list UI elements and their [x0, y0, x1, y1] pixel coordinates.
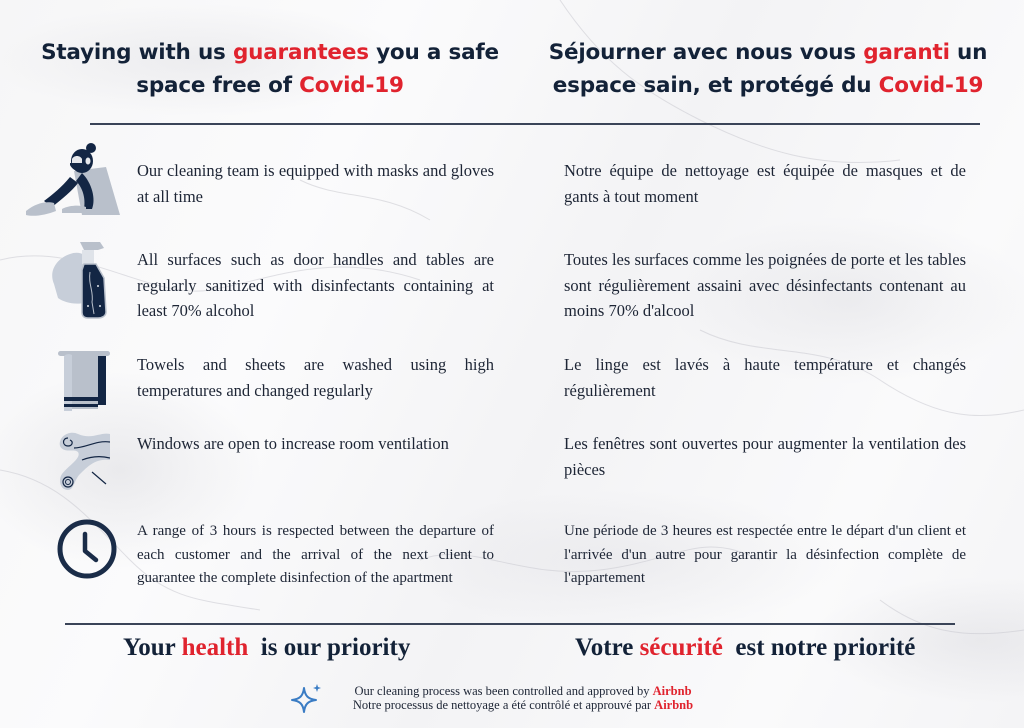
airbnb-brand: Airbnb — [654, 698, 694, 712]
headline-english — [20, 36, 520, 102]
headline-highlight: Covid-19 — [299, 73, 404, 98]
tagline-english — [123, 630, 410, 666]
sparkle-icon — [290, 682, 324, 716]
item-text-en: Our cleaning team is equipped with masks and gloves at all time — [137, 161, 494, 206]
footer-line-fr — [333, 698, 713, 712]
tagline-french — [575, 630, 915, 666]
headline-highlight: guarantees — [232, 40, 369, 65]
item-text-en: All surfaces such as door handles and tables are regularly sanitized with disinfectants containing at least 70% alcohol — [137, 250, 494, 320]
wind-icon — [52, 430, 110, 496]
tagline-highlight: sécurité — [639, 634, 723, 661]
headline-text: Séjourner avec nous vous — [548, 40, 864, 65]
airbnb-brand: Airbnb — [652, 684, 692, 698]
tagline-text: is our priority — [248, 634, 411, 661]
footer-text: Our cleaning process was been controlled and approved by — [354, 684, 653, 698]
headline-text: you a safe space free of — [136, 40, 499, 98]
item-text-fr: Le linge est lavés à haute température et changés régulièrement — [564, 355, 966, 400]
item-text-fr: Toutes les surfaces comme les poignées de porte et les tables sont régulièrement assaini avec désinfectants contenant au moins 70% d'alcool — [564, 250, 966, 320]
item-text-en: Towels and sheets are washed using high temperatures and changed regularly — [137, 355, 494, 400]
headline-text: Staying with us — [41, 40, 233, 65]
footer-line-en — [333, 684, 713, 698]
item-text-en: A range of 3 hours is respected between the departure of each customer and the arrival of the next client to guarantee the complete disinfection of the apartment — [137, 523, 494, 586]
headline-text: un espace sain, et protégé du — [552, 40, 988, 98]
item-text-fr: Une période de 3 heures est respectée entre le départ d'un client et l'arrivée d'un autre pour garantir la désinfection complète de l'appartement — [564, 523, 966, 586]
top-divider — [90, 123, 980, 125]
footer-text: Notre processus de nettoyage a été contrôlé et approuvé par — [352, 698, 655, 712]
tagline-text: est notre priorité — [722, 634, 916, 661]
spray-bottle-icon — [48, 240, 110, 320]
item-text-en: Windows are open to increase room ventilation — [137, 434, 449, 453]
tagline-text: Your — [123, 634, 182, 661]
item-text-fr: Notre équipe de nettoyage est équipée de masques et de gants à tout moment — [564, 161, 966, 206]
tagline-text: Votre — [575, 634, 640, 661]
approval-footer — [333, 684, 713, 712]
tagline-highlight: health — [181, 634, 249, 661]
clock-icon — [56, 518, 118, 580]
cleaning-person-icon — [22, 143, 122, 221]
headline-highlight: Covid-19 — [878, 73, 984, 98]
headline-highlight: garanti — [863, 40, 950, 65]
headline-french — [518, 36, 1018, 102]
item-text-fr: Les fenêtres sont ouvertes pour augmenter la ventilation des pièces — [564, 434, 966, 479]
bottom-divider — [65, 623, 955, 625]
towel-icon — [58, 349, 110, 415]
